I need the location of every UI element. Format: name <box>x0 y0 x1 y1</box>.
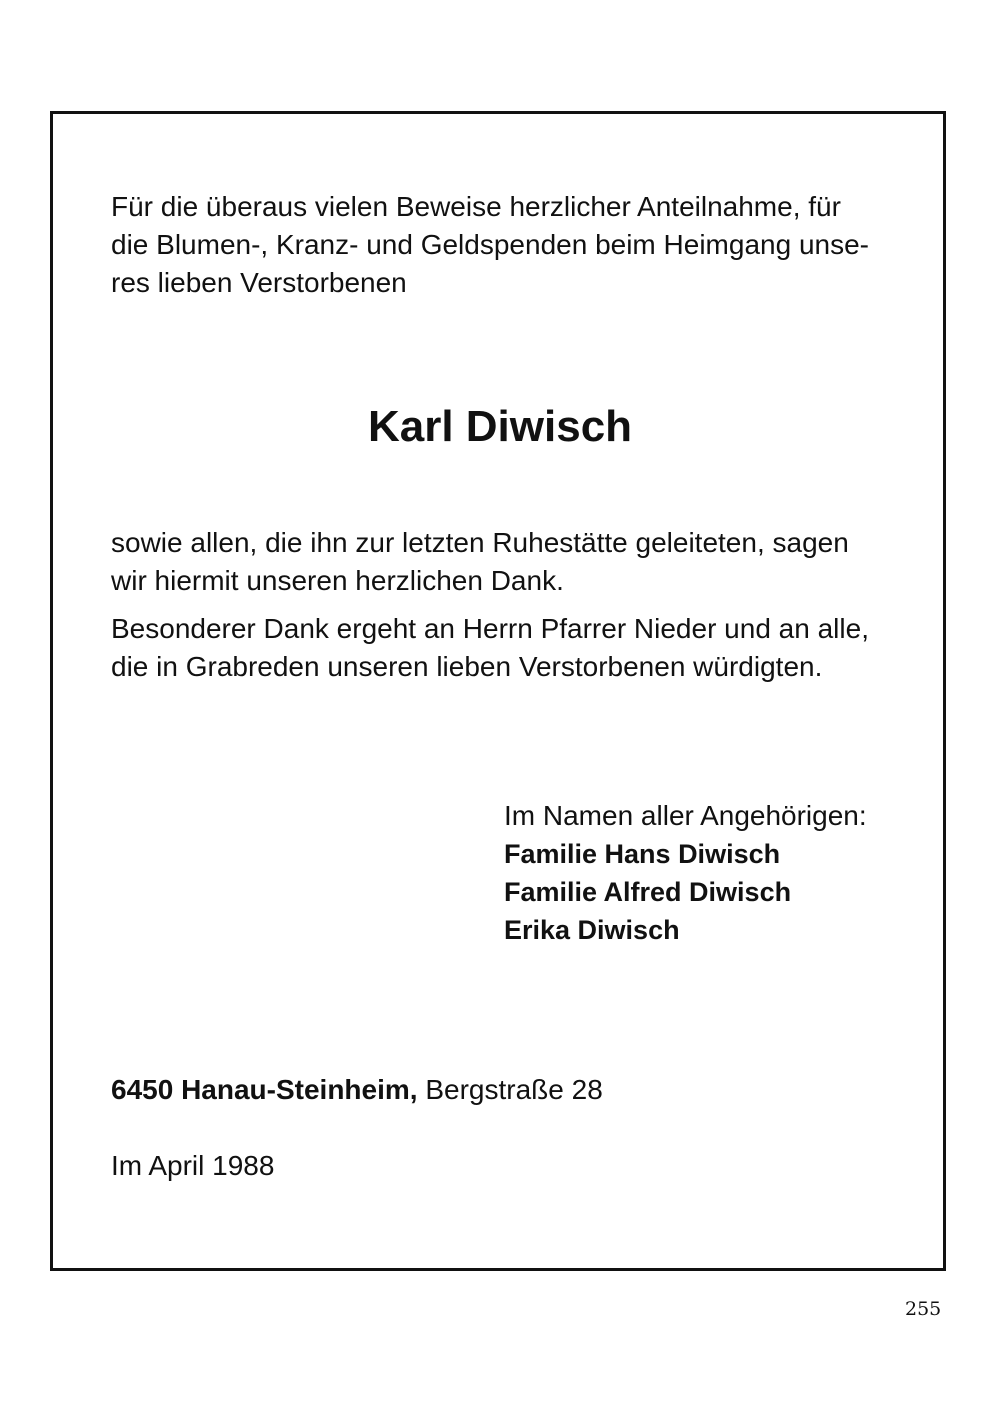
address-city: 6450 Hanau-Steinheim, <box>111 1074 418 1105</box>
signoff-block <box>504 797 924 949</box>
intro-line: res lieben Verstorbenen <box>111 267 407 298</box>
family-name: Familie Alfred Diwisch <box>504 877 792 907</box>
intro-line: die Blumen-, Kranz- und Geldspenden beim Heimgang unse- <box>111 229 869 260</box>
address-line <box>111 1071 603 1109</box>
page-number: 255 <box>905 1298 942 1320</box>
special-thanks-line: die in Grabreden unseren lieben Verstorbenen würdigten. <box>111 651 823 682</box>
family-name: Familie Hans Diwisch <box>504 839 781 869</box>
thanks-paragraph <box>111 524 911 600</box>
address-street: Bergstraße 28 <box>425 1074 603 1105</box>
signoff-lead: Im Namen aller Angehörigen: <box>504 800 867 831</box>
family-name: Erika Diwisch <box>504 915 680 945</box>
notice-date: Im April 1988 <box>111 1150 275 1181</box>
special-thanks-line: Besonderer Dank ergeht an Herrn Pfarrer Nieder und an alle, <box>111 613 869 644</box>
deceased-name: Karl Diwisch <box>367 402 633 451</box>
intro-line: Für die überaus vielen Beweise herzlicher Anteilnahme, für <box>111 191 841 222</box>
thanks-line: sowie allen, die ihn zur letzten Ruhestätte geleiteten, sagen <box>111 527 849 558</box>
special-thanks-paragraph <box>111 610 911 686</box>
intro-paragraph <box>111 188 901 302</box>
thanks-line: wir hiermit unseren herzlichen Dank. <box>111 565 564 596</box>
